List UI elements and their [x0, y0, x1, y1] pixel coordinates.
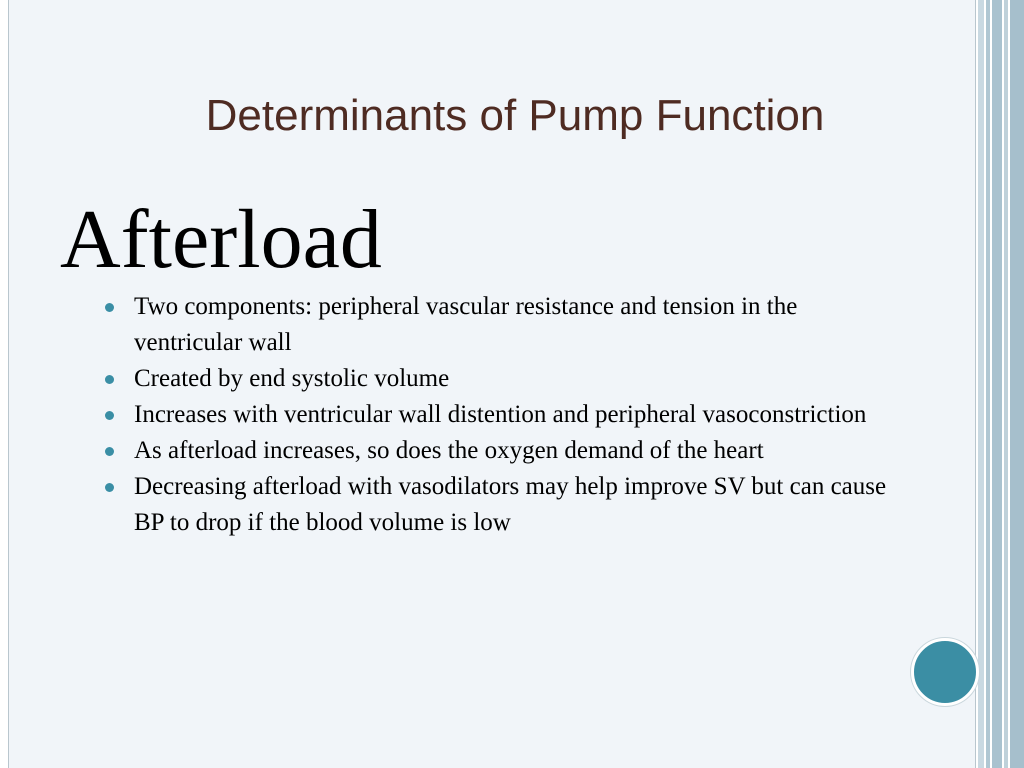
bullet-dot-icon: [105, 303, 114, 312]
bullet-item: [103, 433, 893, 469]
bullet-text: Increases with ventricular wall distention and peripheral vasoconstriction: [134, 401, 867, 428]
bullet-text: Two components: peripheral vascular resistance and tension in the ventricular wall: [134, 293, 798, 356]
bullet-dot-icon: [105, 411, 114, 420]
bullet-item: [103, 361, 893, 397]
bullet-item: [103, 469, 893, 541]
decorative-stripe: [986, 0, 990, 768]
decorative-circle: [911, 638, 979, 706]
decorative-stripe: [1004, 0, 1008, 768]
bullet-dot-icon: [105, 375, 114, 384]
decorative-stripe: [1010, 0, 1024, 768]
bullet-text: Created by end systolic volume: [134, 365, 450, 392]
decorative-stripe: [978, 0, 984, 768]
bullet-text: Decreasing afterload with vasodilators may help improve SV but can cause BP to drop if the blood volume is low: [134, 473, 887, 536]
bullet-dot-icon: [105, 483, 114, 492]
slide-heading: Afterload: [60, 193, 382, 286]
bullet-list: [103, 289, 893, 541]
bullet-item: [103, 289, 893, 361]
slide-title: Determinants of Pump Function: [205, 91, 825, 140]
bullet-dot-icon: [105, 447, 114, 456]
decorative-stripe: [992, 0, 1002, 768]
bullet-item: [103, 397, 893, 433]
bullet-text: As afterload increases, so does the oxygen demand of the heart: [134, 437, 764, 464]
